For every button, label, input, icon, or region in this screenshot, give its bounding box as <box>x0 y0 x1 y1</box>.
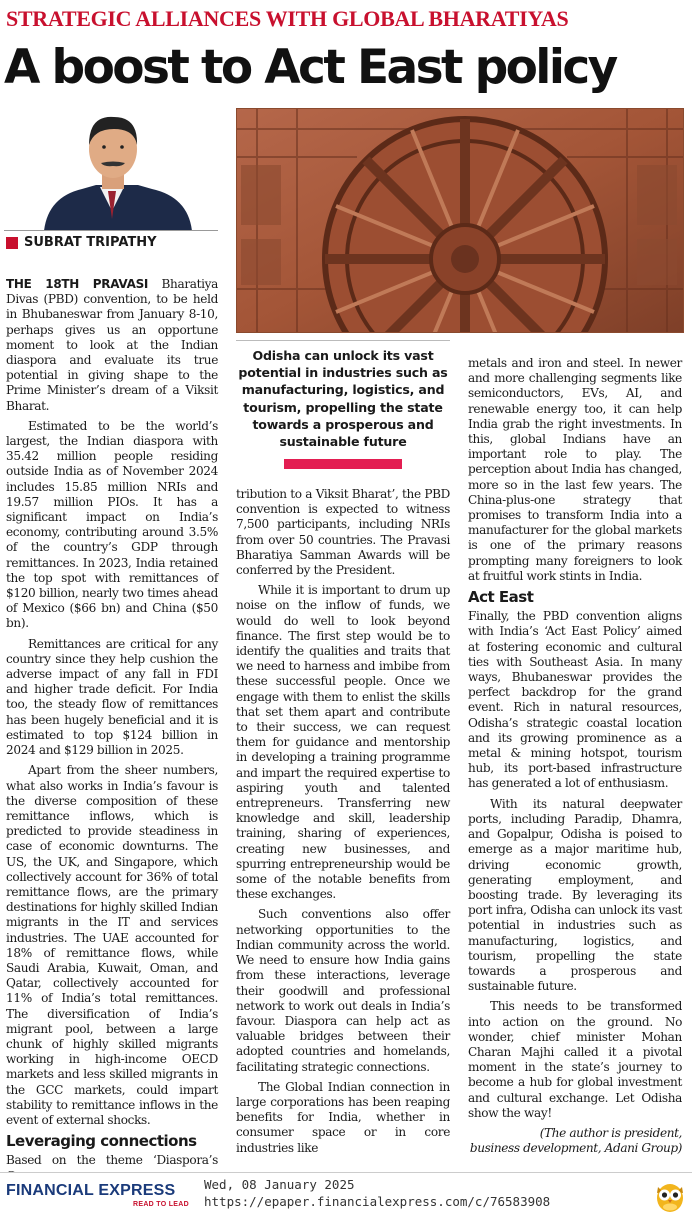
subhead-leveraging: Leveraging connections <box>6 1132 197 1151</box>
author-name: SUBRAT TRIPATHY <box>24 235 157 250</box>
author-credit: (The author is president, business development, Adani Group) <box>469 1125 682 1156</box>
byline-marker <box>6 237 18 249</box>
epaper-footer <box>0 1172 692 1214</box>
paragraph: While it is important to drum up noise on the inflow of funds, we would do well to look beyond finance. The first step would be to identify the qualities and traits that we need to harness and imbibe from these successful people. Once we engage with them to enlist the skills that set them apart and contribute to their success, we can request them for guidance and mentorship in developing a training programme and impart the required expertise to aspiring youth and talented entrepreneurs. Transferring new knowledge and skill, leadership training, sharing of experiences, creating new businesses, and spurring entrepreneurship would be some of the notable benefits from these exchanges. <box>236 583 450 902</box>
article-column-2 <box>236 487 450 1161</box>
paragraph: Such conventions also offer networking opportunities to the Indian community across the world. We need to ensure how India gains from these interactions, leverage their goodwill and professional network to work out deals in India’s favour. Diaspora can help act as valuable bridges between their adopted countries and homelands, facilitating strategic connections. <box>236 907 450 1074</box>
financial-express-logo[interactable]: FINANCIAL EXPRESS <box>6 1182 176 1199</box>
paragraph: tribution to a Viksit Bharat’, the PBD convention is expected to witness 7,500 participants, including NRIs from over 50 countries. The Pravasi Bharatiya Samman Awards will be conferred by the President. <box>236 487 450 578</box>
pull-quote-text: Odisha can unlock its vast potential in industries such as manufacturing, logistics, and tourism, propelling the state towards a prosperous and sustainable future <box>238 348 448 450</box>
paragraph: Estimated to be the world’s largest, the Indian diaspora with 35.42 million people residing outside India as of November 2024 includes 15.85 million NRIs and 19.57 million PIOs. It has a significant impact on India’s economy, contributing around 3.5% of the country’s GDP through remittances. In 2023, India retained the top spot with remittances of $120 billion, nearly two times ahead of Mexico ($66 bn) and China ($50 bn). <box>6 418 218 631</box>
lead-caps: THE 18TH PRAVASI <box>6 277 149 291</box>
article-column-1 <box>6 277 218 1189</box>
paragraph: With its natural deepwater ports, including Paradip, Dhamra, and Gopalpur, Odisha is poised to emerge as a major maritime hub, driving economic growth, generating employment, and boosting trade. By leveraging its port infra, Odisha can unlock its vast potential in industries such as manufacturing, logistics, and tourism, propelling the state towards a prosperous and sustainable future. <box>468 796 682 994</box>
edition-date: Wed, 08 January 2025 <box>204 1177 355 1192</box>
article-url[interactable]: https://epaper.financialexpress.com/c/76583908 <box>204 1194 551 1209</box>
owl-icon <box>652 1177 688 1213</box>
article-column-3 <box>468 356 682 1161</box>
paragraph: The Global Indian connection in large corporations has been reaping benefits for India, whether in consumer space or in core industries like <box>236 1079 450 1155</box>
paragraph: Finally, the PBD convention aligns with India’s ‘Act East Policy’ aimed at fostering economic and cultural ties with Southeast Asia. In many ways, Bhubaneswar provides the perfect backdrop for the grand event. Rich in natural resources, Odisha’s strategic coastal location and its growing prominence as a metal & mining hotspot, tourism hub, its port-based infrastructure has generated a lot of enthusiasm. <box>468 609 682 791</box>
byline <box>6 235 157 250</box>
paragraph: Remittances are critical for any country since they help cushion the adverse impact of any fall in FDI and higher trade deficit. For India too, the steady flow of remittances has been hugely beneficial and it is estimated to top $124 billion in 2024 and $129 billion in 2025. <box>6 636 218 758</box>
paragraph: metals and iron and steel. In newer and more challenging segments like semiconductors, EVs, AI, and renewable energy too, it can help India grab the right investments. In this, global Indians have an important role to play. The perception about India has changed, more so in the last few years. The China-plus-one strategy that promises to transform India into a manufacturer for the global markets is one of the primary reasons prompting many foreigners to look at fruitful work stints in India. <box>468 356 682 583</box>
page-title: A boost to Act East policy <box>4 40 616 95</box>
konark-wheel-photo <box>236 108 684 333</box>
author-portrait <box>4 105 218 231</box>
pull-quote-bar <box>284 459 402 469</box>
lead-text: Bharatiya Divas (PBD) convention, to be held in Bhubaneswar from January 8-10, perhaps gives us an opportune moment to look at the Indian diaspora and evaluate its true potential in giving shape to the Prime Minister’s dream of a Viksit Bharat. <box>6 277 218 413</box>
logo-tagline: READ TO LEAD <box>133 1201 189 1208</box>
lead-paragraph <box>6 277 218 414</box>
paragraph: Based on the theme ‘Diaspora’s <box>6 1153 218 1168</box>
kicker: STRATEGIC ALLIANCES WITH GLOBAL BHARATIYAS <box>6 6 569 31</box>
paragraph: Apart from the sheer numbers, what also works in India’s favour is the diverse composition of these remittance inflows, which is predicted to provide steadiness in case of economic downturns. The US, the UK, and Singapore, which collectively account for 36% of total remittance flows, are the primary destinations for highly skilled Indian migrants in the IT and services industries. The UAE accounted for 18% of remittance flows, while Saudi Arabia, Kuwait, Oman, and Qatar, collectively accounted for 11% of India’s total remittances. The diversification of India’s migrant pool, between a large chunk of highly skilled migrants working in high-income OECD markets and less skilled migrants in the GCC markets, could impart stability to remittance inflows in the event of external shocks. <box>6 763 218 1127</box>
paragraph: This needs to be transformed into action on the ground. No wonder, chief minister Mohan Charan Majhi called it a pivotal moment in the state’s journey to become a hub for global investment and cultural exchange. Let Odisha show the way! <box>468 999 682 1120</box>
subhead-act-east: Act East <box>468 588 534 607</box>
pull-quote <box>236 340 450 480</box>
